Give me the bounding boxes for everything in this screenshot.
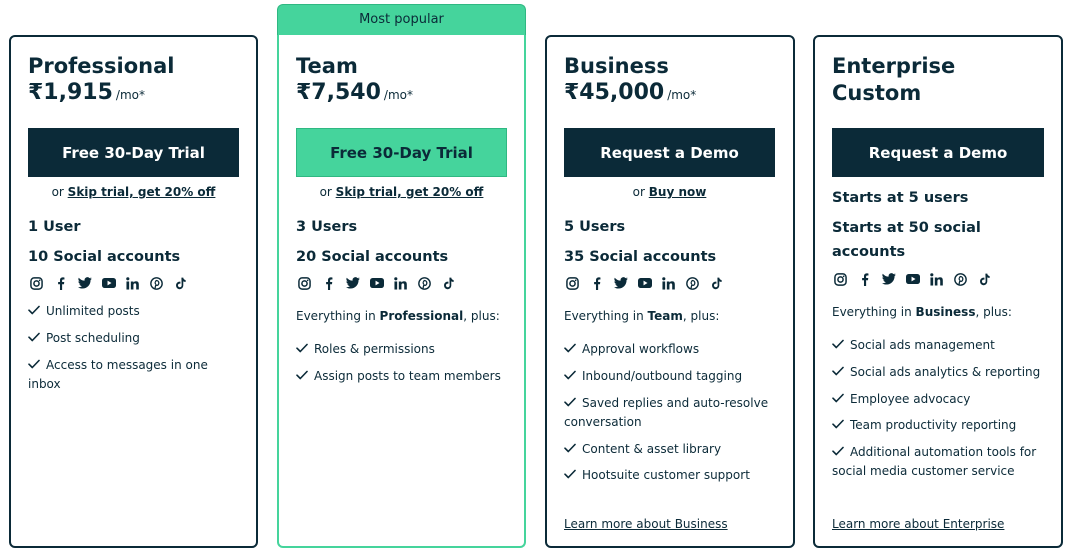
buy-now-line	[564, 185, 775, 199]
check-icon	[564, 466, 576, 485]
feature-text: Post scheduling	[46, 331, 140, 345]
check-icon	[832, 336, 844, 355]
feature-text: Social ads analytics & reporting	[850, 365, 1041, 379]
feature-text: Hootsuite customer support	[582, 468, 750, 482]
plan-intro	[832, 305, 1012, 319]
linkedin-icon[interactable]	[928, 271, 945, 287]
check-icon	[564, 367, 576, 386]
twitter-icon[interactable]	[344, 275, 361, 291]
plan-name: Enterprise	[832, 54, 956, 78]
feature-text: Social ads management	[850, 338, 995, 352]
feature-item	[564, 394, 779, 432]
social-icons-row	[296, 275, 457, 291]
plan-users: Starts at 5 users	[832, 190, 969, 206]
feature-item	[28, 302, 228, 321]
tiktok-icon[interactable]	[976, 271, 993, 287]
plan-social-accounts: Starts at 50 social accounts	[832, 220, 981, 260]
feature-text: Saved replies and auto-resolve conversation	[564, 396, 769, 429]
price-value: ₹7,540	[296, 80, 381, 105]
facebook-icon[interactable]	[320, 275, 337, 291]
feature-item	[832, 443, 1054, 481]
intro-text: , plus:	[975, 305, 1012, 319]
feature-text: Approval workflows	[582, 342, 700, 356]
plan-price	[564, 79, 696, 109]
most-popular-badge: Most popular	[277, 4, 526, 36]
tiktok-icon[interactable]	[440, 275, 457, 291]
learn-more-business-link[interactable]: Learn more about Business	[564, 517, 728, 531]
check-icon	[28, 329, 40, 348]
linkedin-icon[interactable]	[392, 275, 409, 291]
feature-item	[564, 440, 779, 459]
linkedin-icon[interactable]	[124, 275, 141, 291]
instagram-icon[interactable]	[564, 275, 581, 291]
tiktok-icon[interactable]	[172, 275, 189, 291]
feature-text: Inbound/outbound tagging	[582, 369, 743, 383]
skip-trial-link[interactable]: Skip trial, get 20% off	[335, 185, 484, 199]
pinterest-icon[interactable]	[684, 275, 701, 291]
free-trial-button[interactable]: Free 30-Day Trial	[28, 128, 239, 177]
plan-name: Team	[296, 54, 358, 78]
feature-text: Assign posts to team members	[314, 369, 501, 383]
feature-text: Additional automation tools for social media customer service	[832, 445, 1037, 478]
plan-card-team	[277, 35, 526, 548]
price-unit: /mo*	[115, 88, 145, 102]
pinterest-icon[interactable]	[148, 275, 165, 291]
facebook-icon[interactable]	[52, 275, 69, 291]
price-unit: /mo*	[383, 88, 413, 102]
learn-more-enterprise-link[interactable]: Learn more about Enterprise	[832, 517, 1005, 531]
instagram-icon[interactable]	[296, 275, 313, 291]
feature-item	[296, 340, 516, 359]
facebook-icon[interactable]	[588, 275, 605, 291]
plan-users: 3 Users	[296, 219, 358, 235]
feature-item	[832, 390, 1054, 409]
youtube-icon[interactable]	[100, 275, 117, 291]
skip-trial-link[interactable]: Skip trial, get 20% off	[67, 185, 216, 199]
check-icon	[832, 443, 844, 462]
subline-prefix: or	[319, 185, 336, 199]
instagram-icon[interactable]	[832, 271, 849, 287]
check-icon	[28, 356, 40, 375]
feature-text: Content & asset library	[582, 442, 722, 456]
plan-price-custom: Custom	[832, 81, 922, 105]
feature-item	[832, 336, 1054, 355]
intro-text: Everything in	[564, 309, 648, 323]
social-icons-row	[564, 275, 725, 291]
twitter-icon[interactable]	[76, 275, 93, 291]
feature-item	[564, 340, 779, 359]
plan-name: Business	[564, 54, 669, 78]
pinterest-icon[interactable]	[416, 275, 433, 291]
subline-prefix: or	[51, 185, 68, 199]
check-icon	[28, 302, 40, 321]
price-unit: /mo*	[667, 88, 697, 102]
plan-intro	[296, 309, 500, 323]
intro-plan: Team	[647, 309, 683, 323]
check-icon	[832, 363, 844, 382]
facebook-icon[interactable]	[856, 271, 873, 287]
check-icon	[564, 394, 576, 413]
skip-trial-line	[296, 185, 507, 199]
intro-plan: Professional	[379, 309, 464, 323]
feature-item	[28, 329, 228, 348]
intro-text: Everything in	[832, 305, 916, 319]
linkedin-icon[interactable]	[660, 275, 677, 291]
tiktok-icon[interactable]	[708, 275, 725, 291]
plan-social-accounts: 10 Social accounts	[28, 249, 181, 265]
check-icon	[832, 416, 844, 435]
plan-intro	[564, 309, 719, 323]
plan-users: 1 User	[28, 219, 81, 235]
check-icon	[832, 390, 844, 409]
request-demo-button[interactable]: Request a Demo	[564, 128, 775, 177]
check-icon	[296, 367, 308, 386]
instagram-icon[interactable]	[28, 275, 45, 291]
twitter-icon[interactable]	[880, 271, 897, 287]
plan-price	[28, 79, 145, 109]
plan-price	[296, 79, 413, 109]
intro-plan: Business	[915, 305, 976, 319]
check-icon	[296, 340, 308, 359]
plan-users: 5 Users	[564, 219, 626, 235]
feature-text: Team productivity reporting	[850, 418, 1017, 432]
social-icons-row	[832, 271, 993, 287]
check-icon	[564, 340, 576, 359]
feature-item	[564, 466, 779, 485]
buy-now-link[interactable]: Buy now	[648, 185, 707, 199]
check-icon	[564, 440, 576, 459]
skip-trial-line	[28, 185, 239, 199]
intro-text: Everything in	[296, 309, 380, 323]
plan-social-accounts: 20 Social accounts	[296, 249, 449, 265]
feature-text: Employee advocacy	[850, 392, 971, 406]
youtube-icon[interactable]	[904, 271, 921, 287]
feature-item	[832, 416, 1054, 435]
feature-text: Access to messages in one inbox	[28, 358, 208, 391]
free-trial-button[interactable]: Free 30-Day Trial	[296, 128, 507, 177]
plan-name: Professional	[28, 54, 175, 78]
pinterest-icon[interactable]	[952, 271, 969, 287]
plan-social-accounts: 35 Social accounts	[564, 249, 717, 265]
twitter-icon[interactable]	[612, 275, 629, 291]
subline-prefix: or	[632, 185, 649, 199]
feature-item	[832, 363, 1054, 382]
youtube-icon[interactable]	[368, 275, 385, 291]
plan-card-professional	[9, 35, 258, 548]
feature-item	[296, 367, 516, 386]
feature-item	[564, 367, 779, 386]
feature-text: Roles & permissions	[314, 342, 435, 356]
feature-item	[28, 356, 228, 394]
price-value: ₹45,000	[564, 80, 665, 105]
intro-text: , plus:	[682, 309, 720, 323]
youtube-icon[interactable]	[636, 275, 653, 291]
price-value: ₹1,915	[28, 80, 113, 105]
social-icons-row	[28, 275, 189, 291]
intro-text: , plus:	[463, 309, 500, 323]
feature-text: Unlimited posts	[46, 304, 140, 318]
request-demo-button[interactable]: Request a Demo	[832, 128, 1044, 177]
